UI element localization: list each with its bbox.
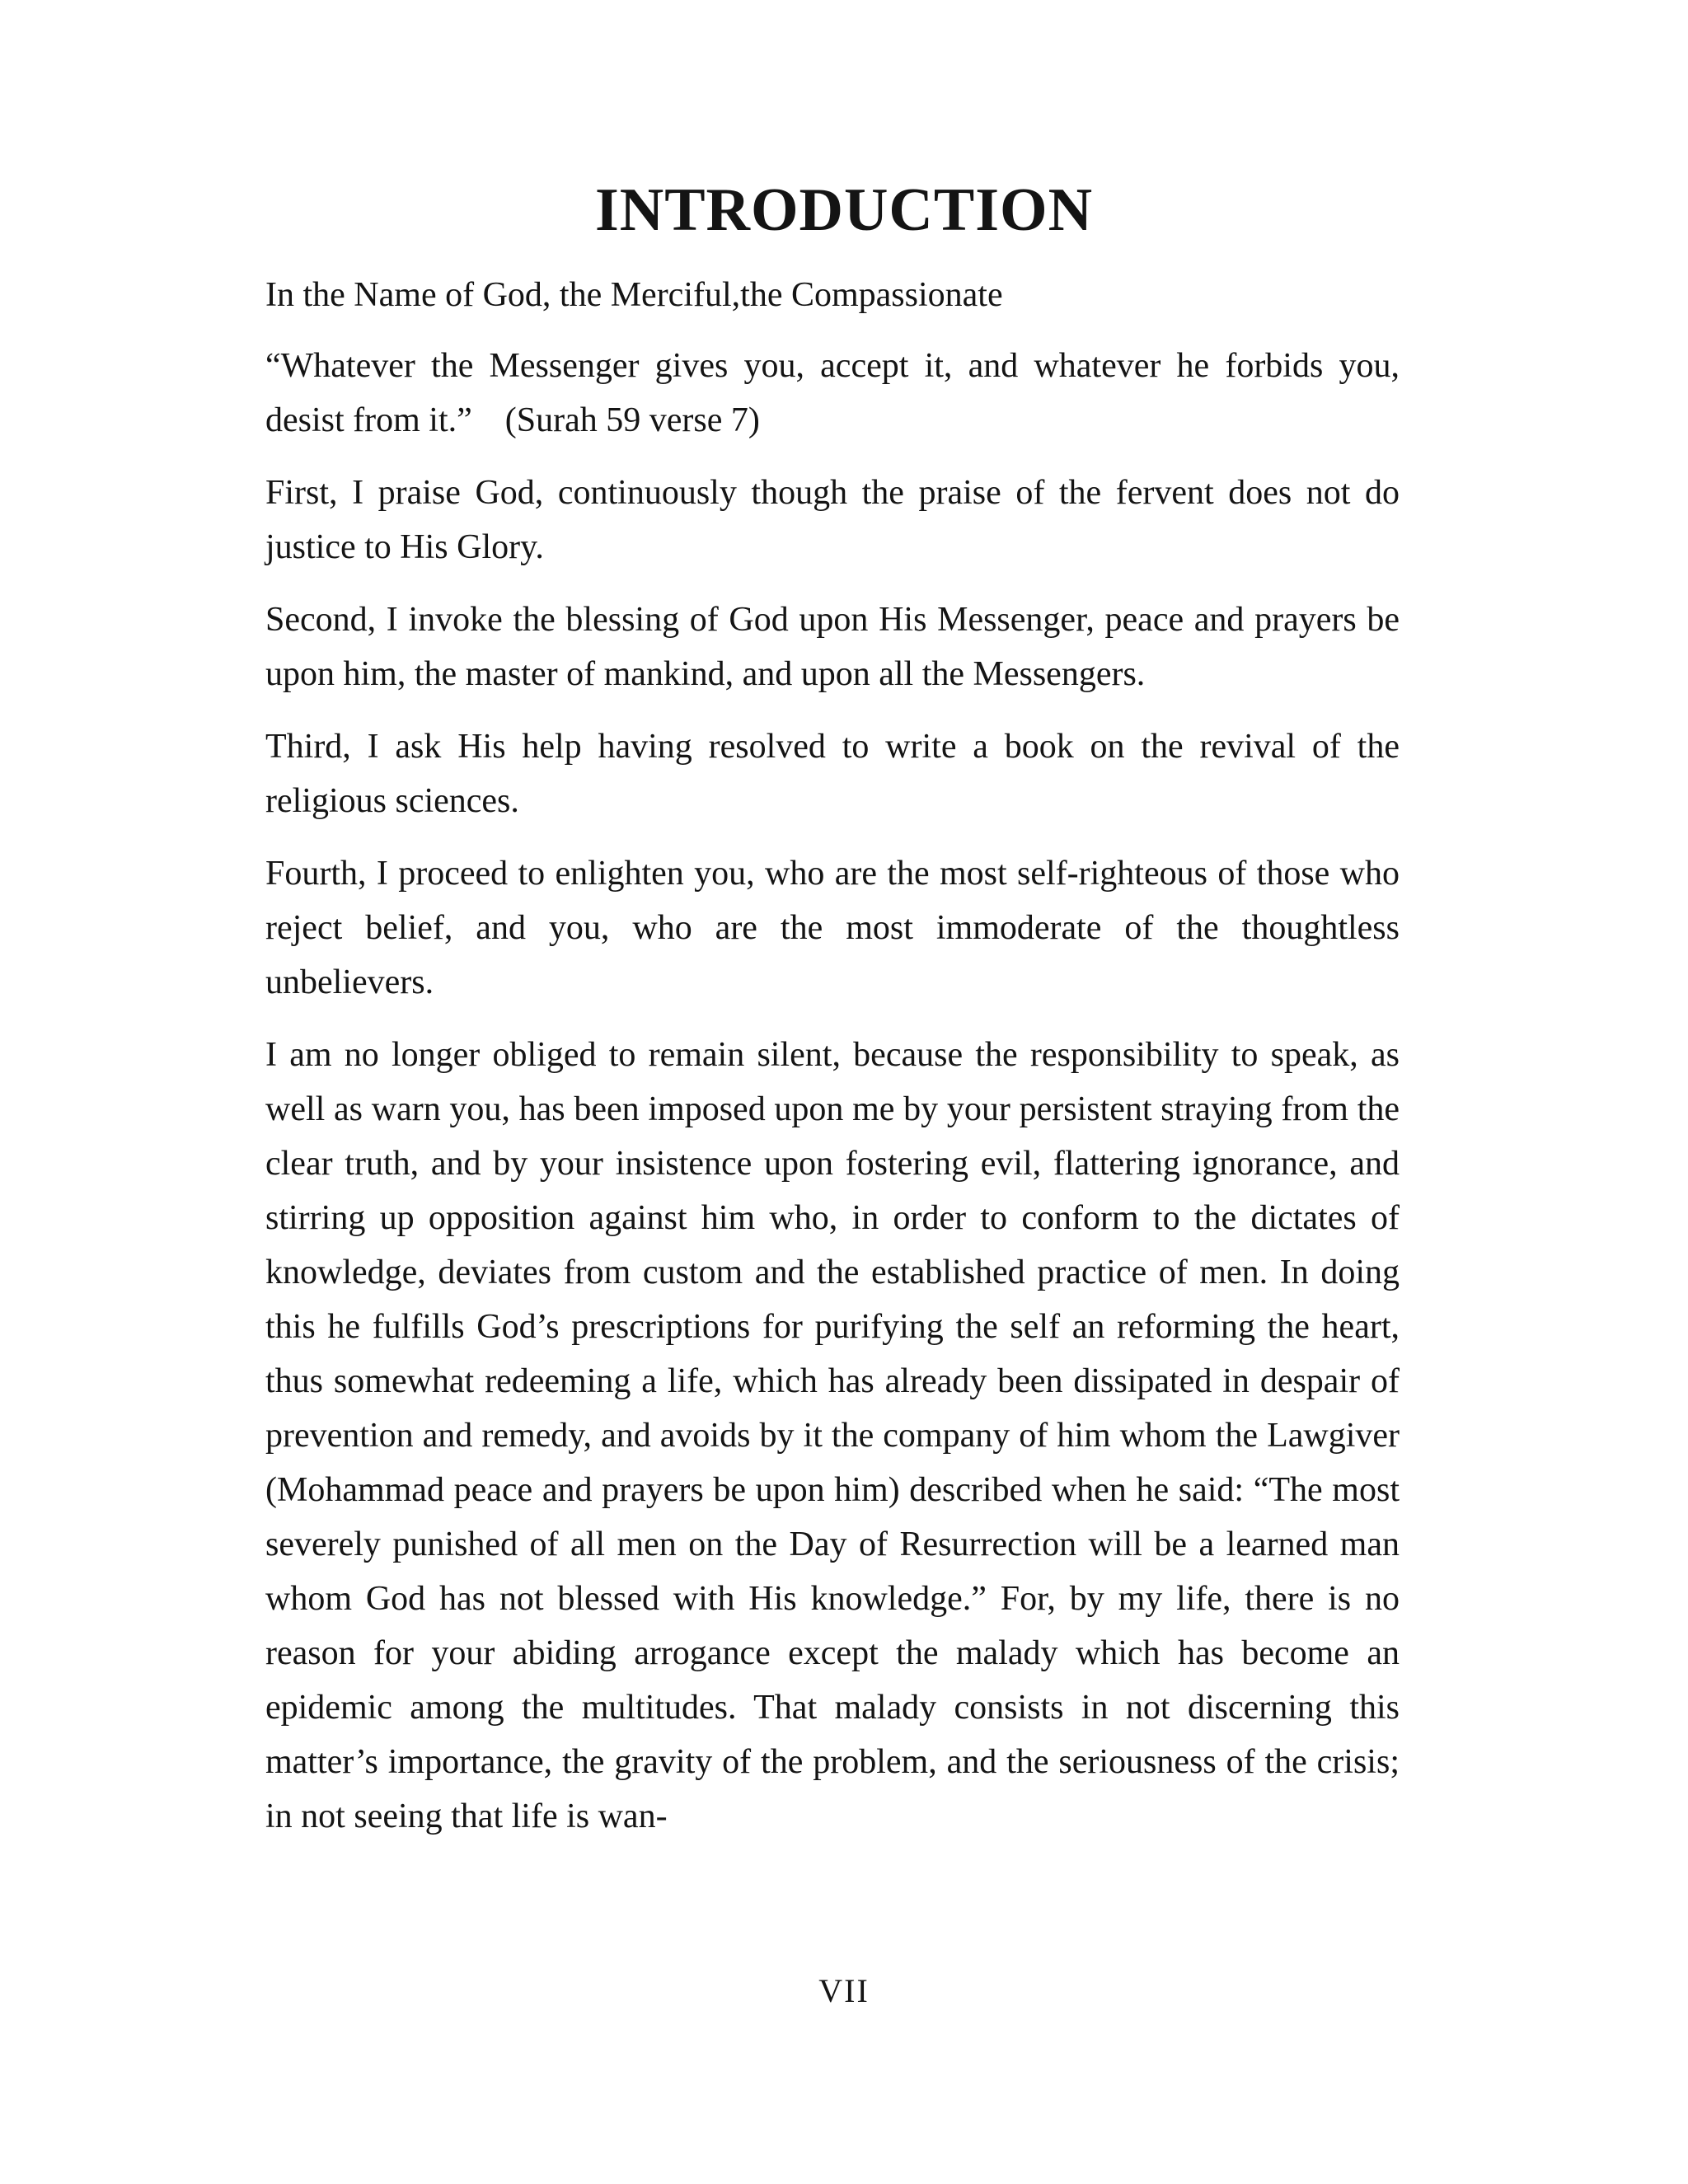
- paragraph-main: I am no longer obliged to remain silent, because the responsibility to speak, as well as warn you, has been imposed upon me by your persistent straying from the clear truth, and by your insistence upon fostering evil, flattering ignorance, and stirring up opposition against him who, in order to conform to the dictates of knowledge, deviates from custom and the established practice of men. In doing this he fulfills God’s prescriptions for purifying the self an reforming the heart, thus somewhat redeeming a life, which has already been dissipated in despair of prevention and remedy, and avoids by it the company of him whom the Lawgiver (Mohammad peace and prayers be upon him) described when he said: “The most severely punished of all men on the Day of Resurrection will be a learned man whom God has not blessed with His knowledge.” For, by my life, there is no reason for your abiding arrogance except the malady which has become an epidemic among the multitudes. That malady consists in not discerning this matter’s importance, the gravity of the problem, and the seriousness of the crisis; in not seeing that life is wan-: [265, 1036, 1400, 1835]
- quote-text: “Whatever the Messenger gives you, accept it, and whatever he forbids you, desist from it.”: [265, 347, 1400, 439]
- paragraph-second: Second, I invoke the blessing of God upon His Messenger, peace and prayers be upon him, the master of mankind, and upon all the Messengers.: [265, 601, 1400, 693]
- quran-quote: [265, 339, 1400, 448]
- body-text: [265, 268, 1400, 1862]
- paragraph-first: First, I praise God, continuously though the praise of the fervent does not do justice to His Glory.: [265, 474, 1400, 566]
- paragraph-third: Third, I ask His help having resolved to write a book on the revival of the religious sciences.: [265, 728, 1400, 820]
- page-number: VII: [818, 1972, 870, 2009]
- basmala-line: In the Name of God, the Merciful,the Compassionate: [265, 276, 1003, 314]
- quote-reference: (Surah 59 verse 7): [504, 401, 760, 439]
- paragraph-fourth: Fourth, I proceed to enlighten you, who are the most self-righteous of those who reject belief, and you, who are the most immoderate of the thoughtless unbelievers.: [265, 855, 1400, 1001]
- page-title: INTRODUCTION: [594, 176, 1094, 244]
